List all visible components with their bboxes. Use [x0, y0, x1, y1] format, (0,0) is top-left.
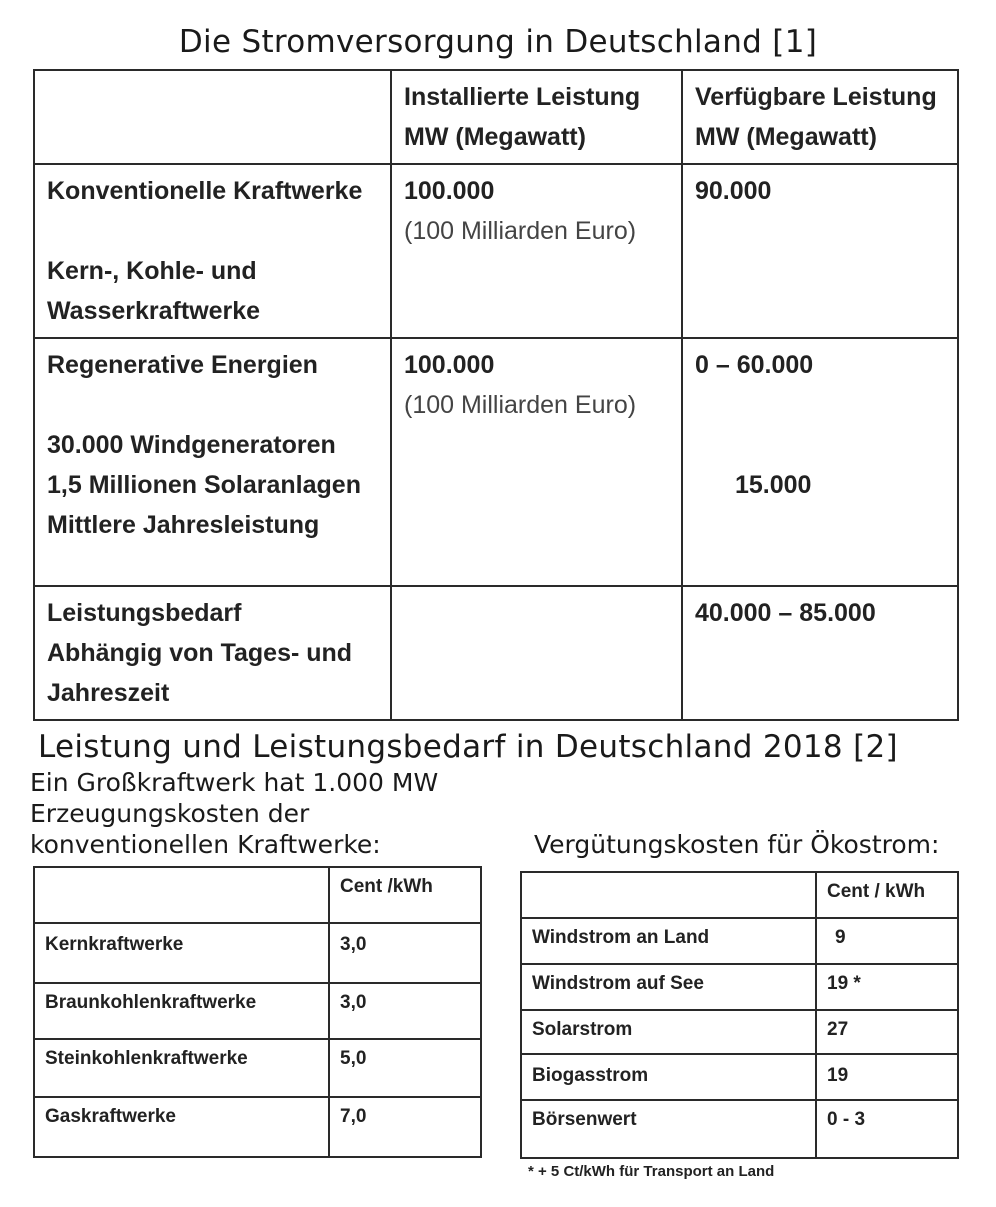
cost-value: 5,0: [329, 1039, 481, 1097]
header-empty-cell: [34, 867, 329, 923]
installed-value: 100.000: [404, 351, 495, 379]
table-row: [34, 923, 481, 983]
available-mean-value: 15.000: [735, 471, 812, 499]
header-empty-cell: [521, 872, 816, 918]
tariff-value: 19: [816, 1054, 958, 1100]
installed-note: (100 Milliarden Euro): [404, 217, 637, 245]
row-sublabel: Wasserkraftwerke: [47, 297, 261, 325]
text-line: konventionellen Kraftwerke:: [30, 830, 381, 859]
cost-value: 7,0: [329, 1097, 481, 1157]
row-label-cell: [34, 338, 391, 586]
row-sublabel: Abhängig von Tages- und: [47, 639, 353, 667]
header-cent: Cent / kWh: [816, 872, 958, 918]
row-label-cell: [34, 586, 391, 720]
available-cell: [682, 586, 958, 720]
table-header-row: [34, 867, 481, 923]
eco-tariff-table: [520, 871, 959, 1159]
available-value: 0 – 60.000: [695, 351, 814, 379]
text-line: Ein Großkraftwerk hat 1.000 MW: [30, 768, 439, 797]
footnote: * + 5 Ct/kWh für Transport an Land: [528, 1163, 775, 1180]
tariff-name: Biogasstrom: [521, 1054, 816, 1100]
row-sublabel: Mittlere Jahresleistung: [47, 511, 320, 539]
table-row: [521, 1054, 958, 1100]
tariff-name: Windstrom auf See: [521, 964, 816, 1010]
tariff-name: Windstrom an Land: [521, 918, 816, 964]
cost-name: Kernkraftwerke: [34, 923, 329, 983]
header-available: [682, 70, 958, 164]
installed-cell: [391, 164, 682, 338]
available-value: 40.000 – 85.000: [695, 599, 876, 627]
available-cell: [682, 338, 958, 586]
row-label-cell: [34, 164, 391, 338]
table-header-row: [34, 70, 958, 164]
header-installed: [391, 70, 682, 164]
power-supply-table: [33, 69, 959, 721]
table-header-row: [521, 872, 958, 918]
available-value: 90.000: [695, 177, 772, 205]
table-row: [34, 164, 958, 338]
table-row: [521, 1100, 958, 1158]
table-row: [34, 1039, 481, 1097]
header-available-line1: Verfügbare Leistung: [695, 83, 937, 111]
header-available-line2: MW (Megawatt): [695, 123, 877, 151]
row-label: Leistungsbedarf: [47, 599, 242, 627]
tariff-name: Solarstrom: [521, 1010, 816, 1054]
available-cell: [682, 164, 958, 338]
row-label: Konventionelle Kraftwerke: [47, 177, 363, 205]
table-row: [521, 1010, 958, 1054]
header-installed-line1: Installierte Leistung: [404, 83, 641, 111]
installed-cell: [391, 586, 682, 720]
cost-value: 3,0: [329, 983, 481, 1039]
table-row: [521, 964, 958, 1010]
table-row: [34, 983, 481, 1039]
table-row: [34, 1097, 481, 1157]
cost-value: 3,0: [329, 923, 481, 983]
header-cent: Cent /kWh: [329, 867, 481, 923]
table-row: [34, 338, 958, 586]
installed-cell: [391, 338, 682, 586]
tariff-value: 9: [816, 918, 958, 964]
table-row: [521, 918, 958, 964]
header-installed-line2: MW (Megawatt): [404, 123, 586, 151]
header-empty-cell: [34, 70, 391, 164]
tariff-value: 0 - 3: [816, 1100, 958, 1158]
installed-value: 100.000: [404, 177, 495, 205]
main-title: Die Stromversorgung in Deutschland [1]: [178, 24, 818, 60]
cost-name: Braunkohlenkraftwerke: [34, 983, 329, 1039]
row-sublabel: 30.000 Windgeneratoren: [47, 431, 336, 459]
cost-name: Gaskraftwerke: [34, 1097, 329, 1157]
row-label: Regenerative Energien: [47, 351, 318, 379]
table-row: [34, 586, 958, 720]
row-sublabel: Jahreszeit: [47, 679, 170, 707]
cost-name: Steinkohlenkraftwerke: [34, 1039, 329, 1097]
row-sublabel: Kern-, Kohle- und: [47, 257, 257, 285]
installed-note: (100 Milliarden Euro): [404, 391, 637, 419]
conventional-cost-table: [33, 866, 482, 1158]
eco-caption: Vergütungskosten für Ökostrom:: [534, 830, 940, 859]
tariff-value: 19 *: [816, 964, 958, 1010]
tariff-value: 27: [816, 1010, 958, 1054]
tariff-name: Börsenwert: [521, 1100, 816, 1158]
text-line: Erzeugungskosten der: [30, 799, 310, 828]
row-sublabel: 1,5 Millionen Solaranlagen: [47, 471, 361, 499]
section-title: Leistung und Leistungsbedarf in Deutschland 2018 [2]: [38, 729, 898, 765]
